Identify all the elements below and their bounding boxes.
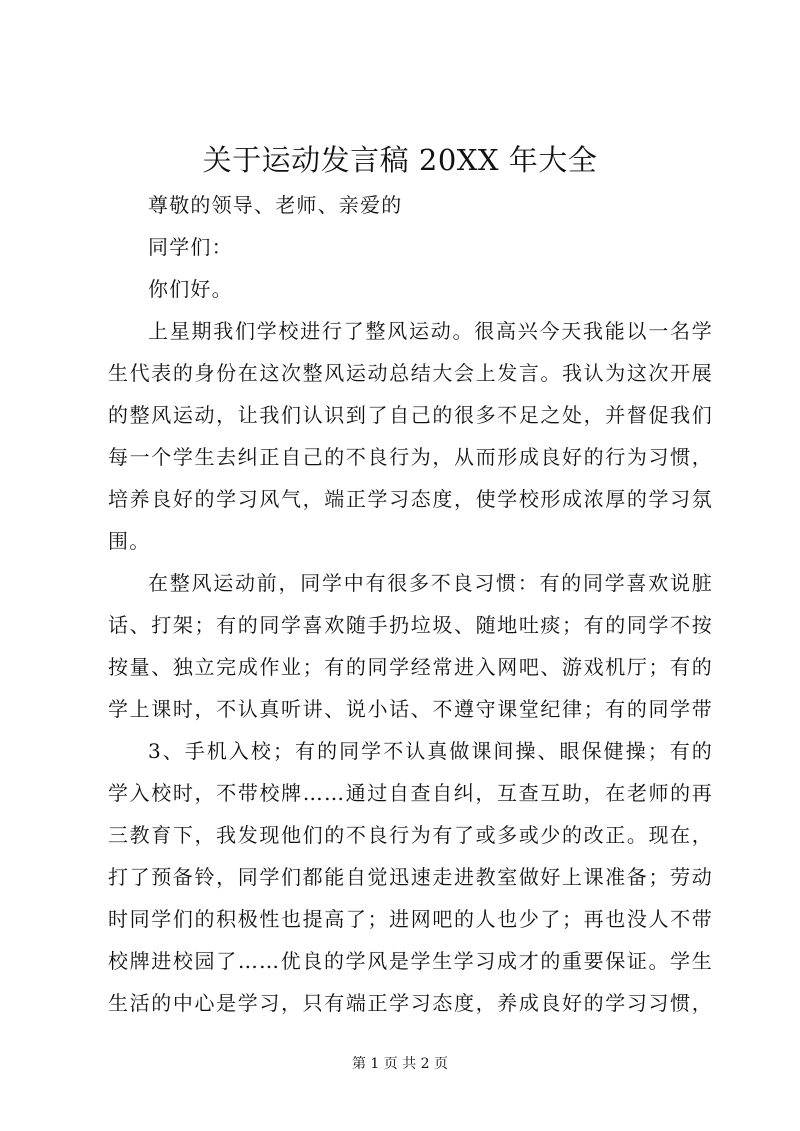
paragraph-line: 在整风运动前，同学中有很多不良习惯：有的同学喜欢说脏 [148,571,713,595]
paragraph-line: 生活的中心是学习，只有端正学习态度，养成良好的学习习惯， [108,991,713,1015]
document-body [108,184,713,1024]
paragraph-line: 话、打架；有的同学喜欢随手扔垃圾、随地吐痰；有的同学不按 [108,613,713,637]
greeting-line: 你们好。 [148,277,233,301]
salutation-line: 尊敬的领导、老师、亲爱的 [148,193,403,217]
paragraph-line: 的整风运动，让我们认识到了自己的很多不足之处，并督促我们 [108,403,713,427]
document-title: 关于运动发言稿 20XX 年大全 [202,143,598,177]
paragraph-line: 围。 [108,529,151,553]
paragraph-line: 按量、独立完成作业；有的同学经常进入网吧、游戏机厅；有的 [108,655,713,679]
paragraph-line: 学上课时，不认真听讲、说小话、不遵守课堂纪律；有的同学带 [108,697,713,721]
page-number-footer: 第 1 页 共 2 页 [351,1056,449,1072]
paragraph-line: 生代表的身份在这次整风运动总结大会上发言。我认为这次开展 [108,361,713,385]
paragraph-line: 3、手机入校；有的同学不认真做课间操、眼保健操；有的 [148,739,713,763]
paragraph-line: 打了预备铃，同学们都能自觉迅速走进教室做好上课准备；劳动 [108,865,713,889]
paragraph-line: 培养良好的学习风气，端正学习态度，使学校形成浓厚的学习氛 [108,487,713,511]
paragraph-line: 学入校时，不带校牌……通过自查自纠，互查互助，在老师的再 [108,781,713,805]
paragraph-line: 校牌进校园了……优良的学风是学生学习成才的重要保证。学生 [108,949,713,973]
paragraph-line: 时同学们的积极性也提高了；进网吧的人也少了；再也没人不带 [108,907,713,931]
paragraph-line: 三教育下，我发现他们的不良行为有了或多或少的改正。现在， [108,823,713,847]
paragraph-line: 上星期我们学校进行了整风运动。很高兴今天我能以一名学 [148,319,713,343]
paragraph-line: 每一个学生去纠正自己的不良行为，从而形成良好的行为习惯， [108,445,713,469]
salutation-line: 同学们： [148,235,233,259]
